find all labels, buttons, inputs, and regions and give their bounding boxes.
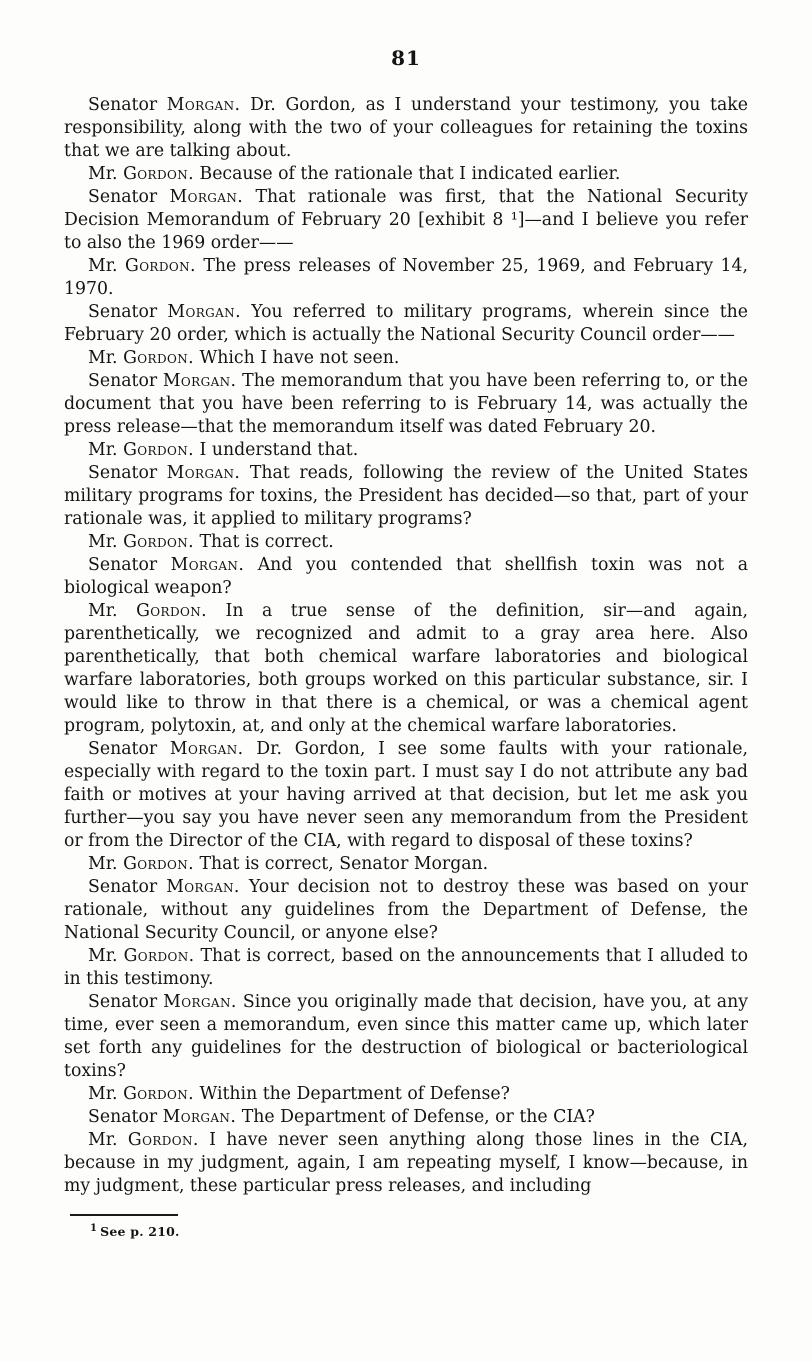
speaker-prefix: Mr. xyxy=(88,601,118,621)
speaker-prefix: Mr. xyxy=(88,348,118,368)
transcript-paragraph xyxy=(64,853,748,876)
speech-text: I have never seen anything along those lines in the CIA, because in my judgment, again, I am repeating myself, I know—because, in my judgment, these particular press releases, and including xyxy=(64,1130,748,1196)
speaker-name: Gordon. xyxy=(123,440,194,460)
speaker-name: Gordon. xyxy=(124,256,196,276)
speaker-prefix: Senator xyxy=(88,187,158,207)
speaker-prefix: Mr. xyxy=(88,532,118,552)
speaker-prefix: Mr. xyxy=(88,164,118,184)
footnote-rule xyxy=(70,1214,178,1216)
speech-text: Since you originally made that decision, have you, at any time, ever seen a memorandum, even since this matter came up, which later set forth any guidelines for the destruction of biological or bacteriological toxins? xyxy=(64,992,748,1081)
speaker-name: Gordon. xyxy=(123,854,194,874)
speech-text: I understand that. xyxy=(199,440,359,460)
speech-text: Your decision not to destroy these was based on your rationale, without any guidelines from the Department of Defense, the National Security Council, or anyone else? xyxy=(64,877,748,943)
speaker-prefix: Mr. xyxy=(88,946,118,966)
transcript xyxy=(64,94,748,1198)
speaker-name: Morgan. xyxy=(166,877,240,897)
footnote-marker: 1 xyxy=(90,1223,98,1234)
transcript-paragraph xyxy=(64,347,748,370)
speech-text: And you contended that shellfish toxin was not a biological weapon? xyxy=(64,555,748,598)
speech-text: That reads, following the review of the United States military programs for toxins, the President has decided—so that, part of your rationale was, it applied to military programs? xyxy=(64,463,748,529)
speaker-prefix: Senator xyxy=(88,1107,158,1127)
transcript-paragraph xyxy=(64,163,748,186)
speaker-name: Morgan. xyxy=(169,187,244,207)
speaker-name: Gordon. xyxy=(136,601,208,621)
speaker-name: Morgan. xyxy=(167,302,241,322)
footnote xyxy=(64,1214,748,1239)
speaker-prefix: Mr. xyxy=(88,256,118,276)
speech-text: Dr. Gordon, as I understand your testimony, you take responsibility, along with the two of your colleagues for retaining the toxins that we are talking about. xyxy=(64,95,748,161)
speech-text: That is correct, based on the announcements that I alluded to in this testimony. xyxy=(64,946,749,989)
speaker-prefix: Senator xyxy=(88,555,158,575)
speaker-name: Gordon. xyxy=(123,946,195,966)
speech-text: That rationale was first, that the National Security Decision Memorandum of February 20 [exhibit 8 ¹]—and I believe you refer to also the 1969 order—— xyxy=(64,187,749,253)
transcript-paragraph xyxy=(64,991,748,1083)
transcript-paragraph xyxy=(64,94,748,163)
speech-text: That is correct. xyxy=(199,532,334,552)
speaker-name: Morgan. xyxy=(170,555,245,575)
speech-text: The memorandum that you have been referring to, or the document that you have been referring to is February 14, was actually the press release—that the memorandum itself was dated February 20. xyxy=(64,371,748,437)
transcript-paragraph xyxy=(64,370,748,439)
speaker-name: Morgan. xyxy=(162,1107,237,1127)
transcript-paragraph xyxy=(64,1106,748,1129)
transcript-paragraph xyxy=(64,186,748,255)
speaker-name: Gordon. xyxy=(123,1084,194,1104)
transcript-paragraph xyxy=(64,462,748,531)
speaker-name: Gordon. xyxy=(123,532,194,552)
speaker-name: Gordon. xyxy=(123,348,194,368)
speech-text: Which I have not seen. xyxy=(199,348,400,368)
speaker-name: Morgan. xyxy=(162,371,237,391)
transcript-paragraph xyxy=(64,876,748,945)
page-number: 81 xyxy=(391,46,421,70)
speech-text: The press releases of November 25, 1969, and February 14, 1970. xyxy=(64,256,748,299)
speaker-name: Morgan. xyxy=(166,463,241,483)
speaker-name: Gordon. xyxy=(127,1130,199,1150)
speaker-prefix: Senator xyxy=(88,371,158,391)
speech-text: Dr. Gordon, I see some faults with your rationale, especially with regard to the toxin part. I must say I do not attribute any bad faith or motives at your having arrived at that decision, but let me ask you further—you say you have never seen any memorandum from the President or from the Director of the CIA, with regard to disposal of these toxins? xyxy=(64,739,748,851)
speaker-prefix: Senator xyxy=(88,302,158,322)
speaker-name: Gordon. xyxy=(123,164,194,184)
transcript-paragraph xyxy=(64,738,748,853)
speech-text: The Department of Defense, or the CIA? xyxy=(241,1107,595,1127)
speaker-prefix: Senator xyxy=(88,463,158,483)
speaker-prefix: Mr. xyxy=(88,854,118,874)
speech-text: You referred to military programs, wherein since the February 20 order, which is actually the National Security Council order—— xyxy=(64,302,749,345)
footnote-label: See p. 210. xyxy=(100,1224,180,1240)
footnote-text xyxy=(64,1223,748,1239)
transcript-paragraph xyxy=(64,945,748,991)
speaker-prefix: Mr. xyxy=(88,440,118,460)
transcript-paragraph xyxy=(64,531,748,554)
transcript-paragraph xyxy=(64,600,748,738)
speech-text: In a true sense of the definition, sir—and again, parenthetically, we recognized and admit to a gray area here. Also parenthetically, that both chemical warfare laboratories and biological warfare laboratories, both groups worked on this particular substance, sir. I would like to throw in that there is a chemical, or was a chemical agent program, polytoxin, at, and only at the chemical warfare laboratories. xyxy=(64,601,749,736)
speaker-prefix: Mr. xyxy=(88,1130,118,1150)
speaker-prefix: Senator xyxy=(88,95,158,115)
speech-text: That is correct, Senator Morgan. xyxy=(199,854,489,874)
transcript-paragraph xyxy=(64,255,748,301)
transcript-paragraph xyxy=(64,1129,748,1198)
speech-text: Within the Department of Defense? xyxy=(199,1084,510,1104)
speaker-prefix: Senator xyxy=(88,992,158,1012)
speaker-name: Morgan. xyxy=(166,95,241,115)
speaker-prefix: Senator xyxy=(88,739,158,759)
speaker-name: Morgan. xyxy=(169,739,244,759)
transcript-paragraph xyxy=(64,439,748,462)
speaker-name: Morgan. xyxy=(163,992,237,1012)
transcript-paragraph xyxy=(64,1083,748,1106)
transcript-paragraph xyxy=(64,301,748,347)
speaker-prefix: Mr. xyxy=(88,1084,118,1104)
speaker-prefix: Senator xyxy=(88,877,158,897)
transcript-paragraph xyxy=(64,554,748,600)
speech-text: Because of the rationale that I indicated earlier. xyxy=(199,164,621,184)
